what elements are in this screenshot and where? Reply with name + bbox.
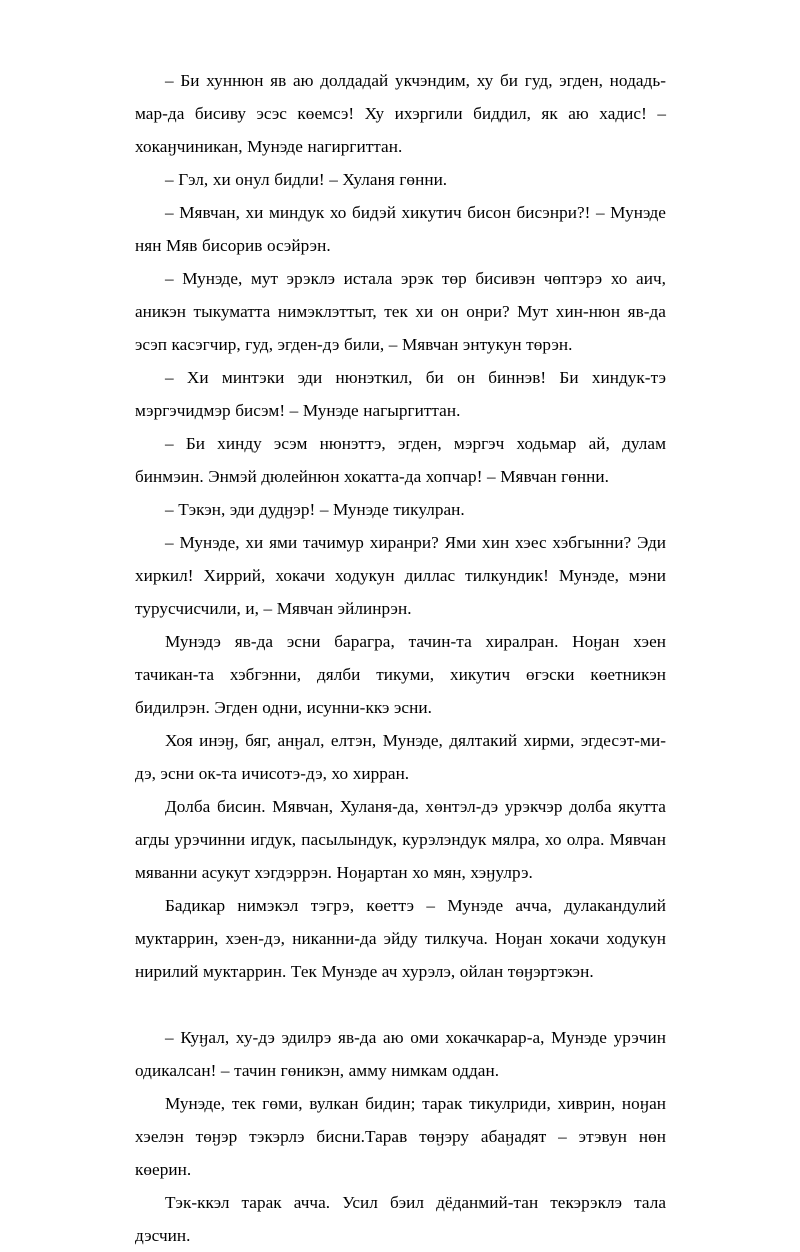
paragraph: Долба бисин. Мявчан, Хуланя-да, хөнтэл-дэ урэкчэр долба якутта агды урэчинни игдук, пасылындук, курэлэндук мялра, хо олра. Мявчан мяванни асукут хэгдэррэн. Ноӈартан хо мян, хэӈулрэ. xyxy=(135,797,666,882)
paragraph: – Би хинду эсэм нюнэттэ, эгден, мэргэч ходьмар ай, дулам бинмэин. Энмэй дюлейнюн хокатта-да хопчар! – Мявчан гөнни. xyxy=(135,434,666,486)
paragraph: Мунэде, тек гөми, вулкан бидин; тарак тикулриди, хиврин, ноӈан хэелэн төӈэр тэкэрлэ бисни.Тарав төӈэру абаӈадят – этэвун нөн көерин. xyxy=(135,1094,666,1179)
paragraph: Бадикар нимэкэл тэгрэ, көеттэ – Мунэде ачча, дулакандулий муктаррин, хэен-дэ, никанни-да эйду тилкуча. Ноӈан хокачи ходукун нирилий муктаррин. Тек Мунэде ач хурэлэ, ойлан төӈэртэкэн. xyxy=(135,896,666,981)
paragraph: – Мявчан, хи миндук хо бидэй хикутич бисон бисэнри?! – Мунэде нян Мяв бисорив осэйрэн. xyxy=(135,203,666,255)
paragraph: – Хи минтэки эди нюнэткил, би он биннэв! Би хиндук-тэ мэргэчидмэр бисэм! – Мунэде нагыргиттан. xyxy=(135,368,666,420)
paragraph: – Би хуннюн яв аю долдадай укчэндим, ху би гуд, эгден, нодадь-мар-да бисиву эсэс көемсэ! Ху ихэргили биддил, як аю хадис! – хокаӈчиникан, Мунэде нагиргиттан. xyxy=(135,71,666,156)
paragraph: – Мунэде, мут эрэклэ истала эрэк төр бисивэн чөптэрэ хо аич, аникэн тыкуматта нимэклэттыт, тек хи он онри? Мут хин-нюн яв-да эсэп касэгчир, гуд, эгден-дэ били, – Мявчан энтукун төрэн. xyxy=(135,269,666,354)
paragraph: Тэк-ккэл тарак ачча. Усил бэил дёданмий-тан текэрэклэ тала дэсчин. xyxy=(135,1193,666,1245)
paragraph: – Гэл, хи онул бидли! – Хуланя гөнни. xyxy=(165,170,448,189)
paragraph: – Куӈал, ху-дэ эдилрэ яв-да аю оми хокачкарар-а, Мунэде урэчин одикалсан! – тачин гөникэн, амму нимкам оддан. xyxy=(135,1028,666,1080)
paragraph: – Тэкэн, эди дудӈэр! – Мунэде тикулран. xyxy=(165,500,465,519)
paragraph: Мунэдэ яв-да эсни барагра, тачин-та хиралран. Ноӈан хэен тачикан-та хэбгэнни, дялби тикуми, хикутич өгэски көетникэн бидилрэн. Эгден одни, исунни-ккэ эсни. xyxy=(135,632,666,717)
paragraph: – Мунэде, хи ями тачимур хиранри? Ями хин хэес хэбгынни? Эди хиркил! Хиррий, хокачи ходукун диллас тилкундик! Мунэде, мэни турусчисчили, и, – Мявчан эйлинрэн. xyxy=(135,533,666,618)
page-text-block xyxy=(135,64,666,1252)
paragraph: Хоя инэӈ, бяг, анӈал, елтэн, Мунэде, дялтакий хирми, эгдесэт-ми-дэ, эсни ок-та ичисотэ-дэ, хо хирран. xyxy=(135,731,666,783)
